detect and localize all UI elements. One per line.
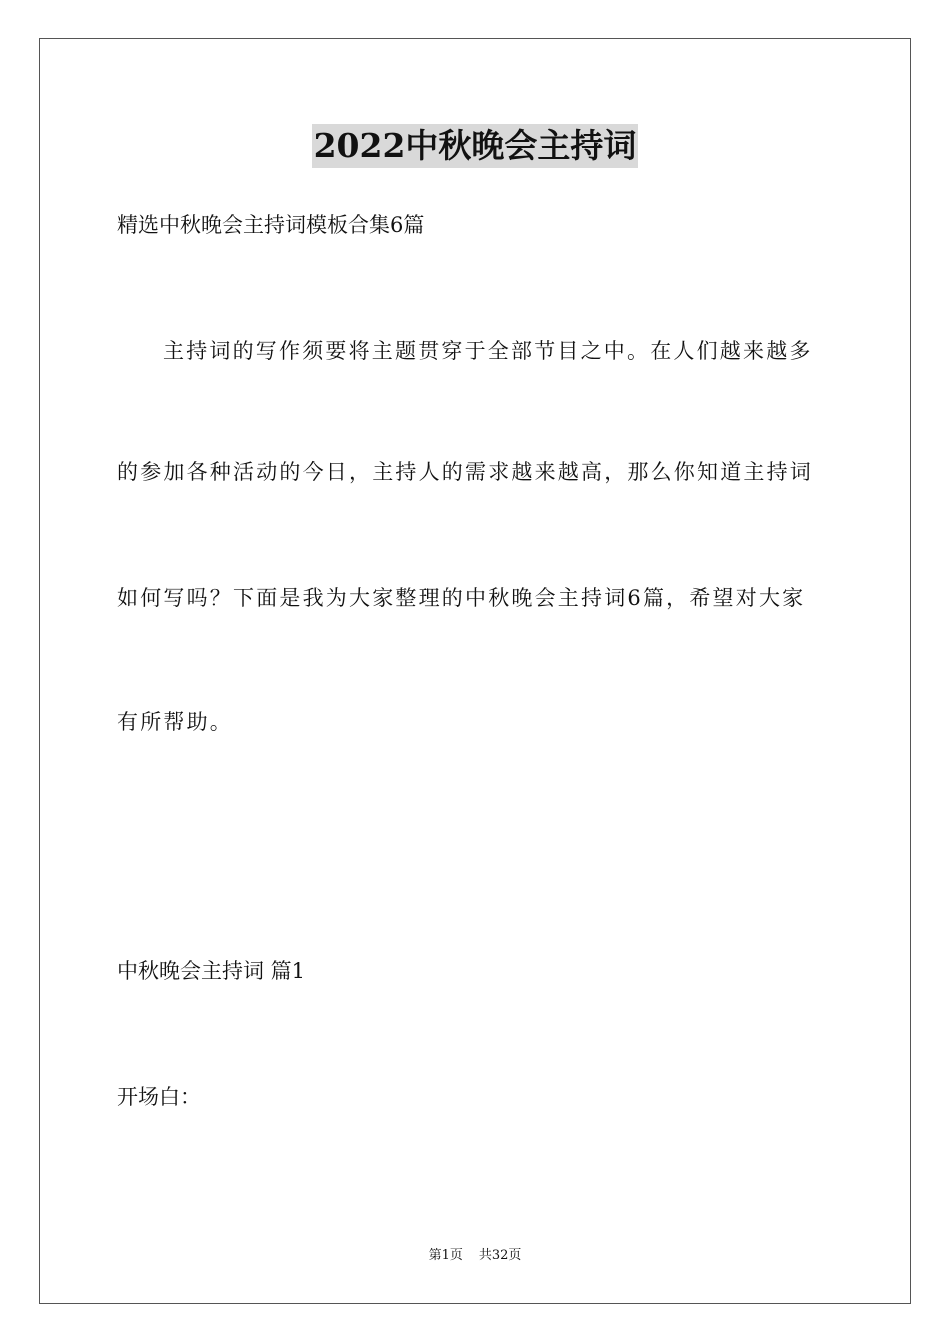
intro-line-3: 如何写吗？下面是我为大家整理的中秋晚会主持词6篇，希望对大家 — [117, 586, 806, 610]
title-container — [0, 124, 950, 168]
opening-label: 开场白： — [117, 1085, 201, 1109]
document-title: 2022中秋晚会主持词 — [312, 124, 639, 168]
page-number-current: 第1页 — [428, 1248, 463, 1263]
section-heading: 中秋晚会主持词 篇1 — [117, 959, 306, 983]
page-footer — [0, 1247, 950, 1265]
page-number-total: 共32页 — [478, 1248, 522, 1263]
intro-line-1: 主持词的写作须要将主题贯穿于全部节目之中。在人们越来越多 — [163, 339, 813, 363]
intro-line-4: 有所帮助。 — [117, 710, 233, 734]
document-subtitle: 精选中秋晚会主持词模板合集6篇 — [117, 213, 425, 237]
intro-line-2: 的参加各种活动的今日，主持人的需求越来越高，那么你知道主持词 — [117, 460, 813, 484]
